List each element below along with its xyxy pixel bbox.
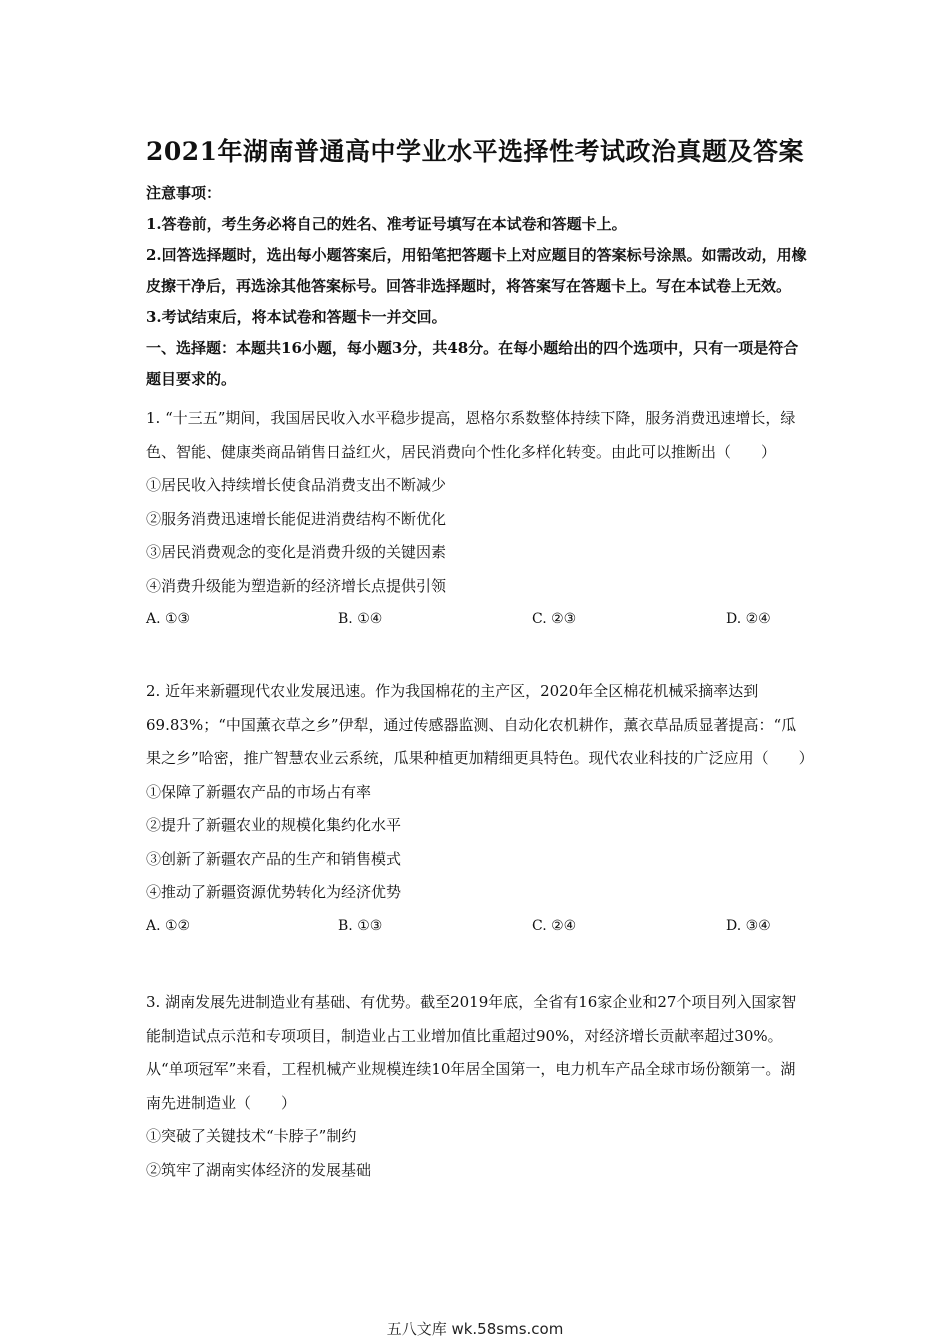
note-item: 1.答卷前，考生务必将自己的姓名、准考证号填写在本试卷和答题卡上。	[146, 215, 627, 233]
footer-watermark: 五八文库 wk.58sms.com	[386, 1320, 564, 1338]
statement: ①突破了关键技术“卡脖子”制约	[146, 1127, 357, 1145]
option-b: B. ①③	[338, 917, 383, 934]
statement: ②筑牢了湖南实体经济的发展基础	[146, 1160, 372, 1179]
question-stem: 2. 近年来新疆现代农业发展迅速。作为我国棉花的主产区，2020年全区棉花机械采摘率达到69.83%；“中国薰衣草之乡”伊犁，通过传感器监测、自动化农机耕作，薰衣草品质显著提高：“瓜果之乡”哈密，推广智慧农业云系统，瓜果种植更加精细更具特色。现代农业科技的广泛应用（ ）	[146, 682, 814, 767]
question-stem: 1. “十三五”期间，我国居民收入水平稳步提高，恩格尔系数整体持续下降，服务消费迅速增长，绿色、智能、健康类商品销售日益红火，居民消费向个性化多样化转变。由此可以推断出（ ）	[146, 409, 796, 461]
option-a: A. ①③	[146, 611, 191, 627]
statement: ③居民消费观念的变化是消费升级的关键因素	[146, 543, 447, 561]
question-stem: 3. 湖南发展先进制造业有基础、有优势。截至2019年底，全省有16家企业和27个项目列入国家智能制造试点示范和专项项目，制造业占工业增加值比重超过90%，对经济增长贡献率超过30%。从“单项冠军”来看，工程机械产业规模连续10年居全国第一，电力机车产品全球市场份额第一。湖南先进制造业（ ）	[146, 993, 797, 1112]
statement: ②服务消费迅速增长能促进消费结构不断优化	[146, 509, 447, 528]
statement: ④消费升级能为塑造新的经济增长点提供引领	[146, 576, 447, 595]
statement: ①居民收入持续增长使食品消费支出不断减少	[146, 476, 447, 494]
page-title: 2021年湖南普通高中学业水平选择性考试政治真题及答案	[145, 137, 805, 166]
exam-notes	[146, 178, 810, 395]
question-1	[146, 402, 810, 637]
note-item: 3.考试结束后，将本试卷和答题卡一并交回。	[146, 308, 447, 326]
answer-options	[146, 910, 810, 944]
question-2	[146, 675, 814, 943]
statement: ③创新了新疆农产品的生产和销售模式	[146, 849, 402, 868]
option-c: C. ②④	[532, 917, 577, 934]
notes-heading: 注意事项：	[146, 184, 222, 202]
question-3	[146, 986, 810, 1187]
statement: ④推动了新疆资源优势转化为经济优势	[146, 883, 402, 901]
statement: ②提升了新疆农业的规模化集约化水平	[146, 816, 402, 834]
section-heading: 一、选择题：本题共16小题，每小题3分，共48分。在每小题给出的四个选项中，只有一项是符合题目要求的。	[146, 339, 799, 388]
option-d: D. ③④	[726, 917, 771, 934]
option-c: C. ②③	[532, 611, 577, 627]
option-d: D. ②④	[726, 611, 771, 627]
answer-options	[146, 603, 810, 637]
option-b: B. ①④	[338, 611, 383, 627]
note-item: 2.回答选择题时，选出每小题答案后，用铅笔把答题卡上对应题目的答案标号涂黑。如需改动，用橡皮擦干净后，再选涂其他答案标号。回答非选择题时，将答案写在答题卡上。写在本试卷上无效。	[146, 246, 807, 295]
statement: ①保障了新疆农产品的市场占有率	[146, 782, 372, 801]
option-a: A. ①②	[146, 917, 191, 934]
